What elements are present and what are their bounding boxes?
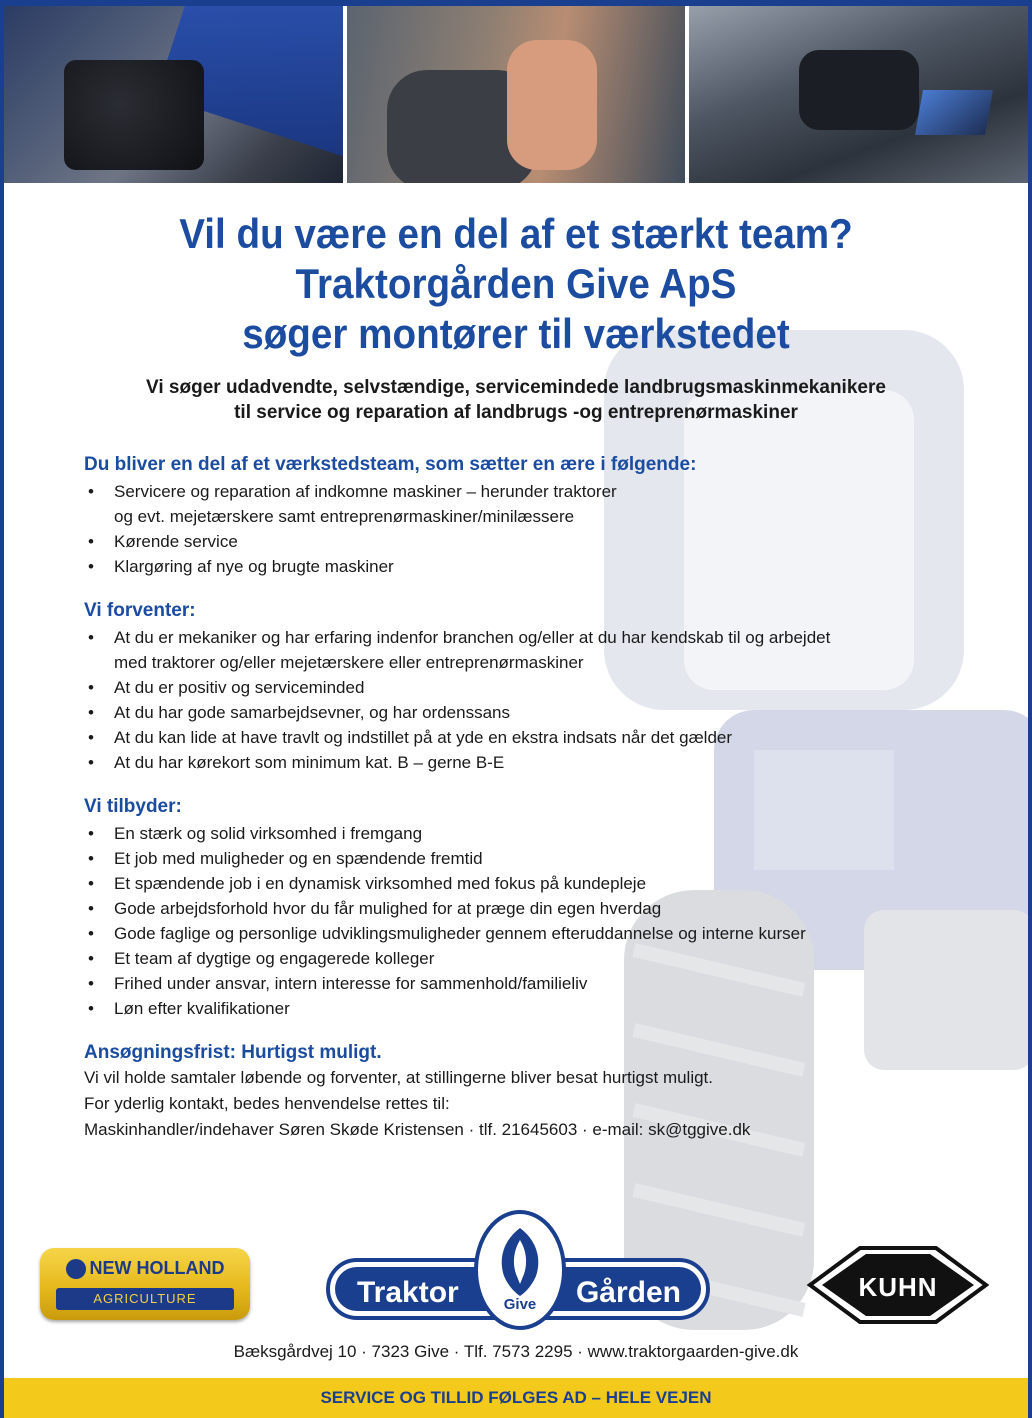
photo-strip — [4, 0, 1028, 183]
logo-row — [4, 1210, 1028, 1330]
traktorgaarden-logo-right: Gården — [575, 1276, 681, 1309]
list-item: • Et spændende job i en dynamisk virksomhed med fokus på kundepleje — [84, 871, 944, 896]
list-item: • Frihed under ansvar, intern interesse for sammenhold/familieliv — [84, 971, 944, 996]
traktorgaarden-logo-give: Give — [503, 1296, 537, 1313]
subheadline-line-2: til service og reparation af landbrugs -og entreprenørmaskiner — [234, 402, 798, 423]
list-item: • Et job med muligheder og en spændende fremtid — [84, 846, 944, 871]
thumbs-up-photo — [347, 0, 686, 183]
traktorgaarden-logo-left: Traktor — [357, 1276, 459, 1309]
section-offer-title: Vi tilbyder: — [84, 796, 182, 817]
section-offer-list — [84, 821, 944, 1021]
section-team-title: Du bliver en del af et værkstedsteam, som sætter en ære i følgende: — [84, 454, 697, 475]
company-address: Bæksgårdvej 10 · 7323 Give · Tlf. 7573 2295 · www.traktorgaarden-give.dk — [233, 1342, 799, 1361]
new-holland-subtitle: AGRICULTURE — [56, 1288, 234, 1310]
top-border — [4, 0, 1028, 6]
subheadline-line-1: Vi søger udadvendte, selvstændige, servicemindede landbrugsmaskinmekanikere — [146, 377, 886, 398]
terminal-screen-shape — [915, 90, 993, 135]
contact-line-1: Vi vil holde samtaler løbende og forventer, at stillingerne bliver besat hurtigst muligt. — [84, 1068, 714, 1087]
ad-content — [4, 183, 1028, 1143]
footer-slogan: SERVICE OG TILLID FØLGES AD – HELE VEJEN — [4, 1378, 1028, 1418]
section-team-list — [84, 479, 944, 579]
section-team — [84, 453, 944, 1143]
headline-line-1: Vil du være en del af et stærkt team? — [179, 210, 853, 257]
engine-block-shape — [64, 60, 204, 170]
list-item: • Gode faglige og personlige udviklingsmuligheder gennem efteruddannelse og interne kurser — [84, 921, 944, 946]
kuhn-logo-text: KUHN — [858, 1272, 938, 1302]
headline — [45, 209, 987, 359]
list-item: • Klargøring af nye og brugte maskiner — [84, 554, 944, 579]
new-holland-leaf-icon — [66, 1259, 86, 1279]
list-item: • Løn efter kvalifikationer — [84, 996, 944, 1021]
list-item: • At du er mekaniker og har erfaring indenfor branchen og/eller at du har kendskab til og arbejdet med traktorer og/eller mejetærskere eller entreprenørmaskiner — [84, 625, 944, 675]
headline-line-3: søger montører til værkstedet — [242, 310, 790, 357]
deadline-title: Ansøgningsfrist: Hurtigst muligt. — [84, 1042, 382, 1063]
dashboard-shape — [799, 50, 919, 130]
list-item: • At du har gode samarbejdsevner, og har ordenssans — [84, 700, 944, 725]
engine-photo — [4, 0, 343, 183]
list-item: • Et team af dygtige og engagerede kolleger — [84, 946, 944, 971]
subheadline — [4, 375, 1028, 425]
headline-line-2: Traktorgården Give ApS — [295, 260, 737, 307]
list-item: • At du er positiv og serviceminded — [84, 675, 944, 700]
section-expect-title: Vi forventer: — [84, 600, 196, 621]
list-item: • Kørende service — [84, 529, 944, 554]
new-holland-logo — [40, 1248, 250, 1320]
new-holland-name: NEW HOLLAND — [89, 1258, 225, 1278]
thumb-shape — [507, 40, 597, 170]
contact-paragraph — [84, 1065, 944, 1143]
section-expect-list — [84, 625, 944, 775]
cab-interior-photo — [689, 0, 1028, 183]
list-item: • Gode arbejdsforhold hvor du får mulighed for at præge din egen hverdag — [84, 896, 944, 921]
contact-line-3: Maskinhandler/indehaver Søren Skøde Kristensen · tlf. 21645603 · e-mail: sk@tggive.dk — [84, 1120, 751, 1139]
list-item: • Servicere og reparation af indkomne maskiner – herunder traktorer og evt. mejetærskere samt entreprenørmaskiner/minilæssere — [84, 479, 944, 529]
list-item: • En stærk og solid virksomhed i fremgang — [84, 821, 944, 846]
contact-line-2: For yderlig kontakt, bedes henvendelse rettes til: — [84, 1094, 450, 1113]
list-item: • At du har kørekort som minimum kat. B – gerne B-E — [84, 750, 944, 775]
list-item: • At du kan lide at have travlt og indstillet på at yde en ekstra indsats når det gælder — [84, 725, 944, 750]
